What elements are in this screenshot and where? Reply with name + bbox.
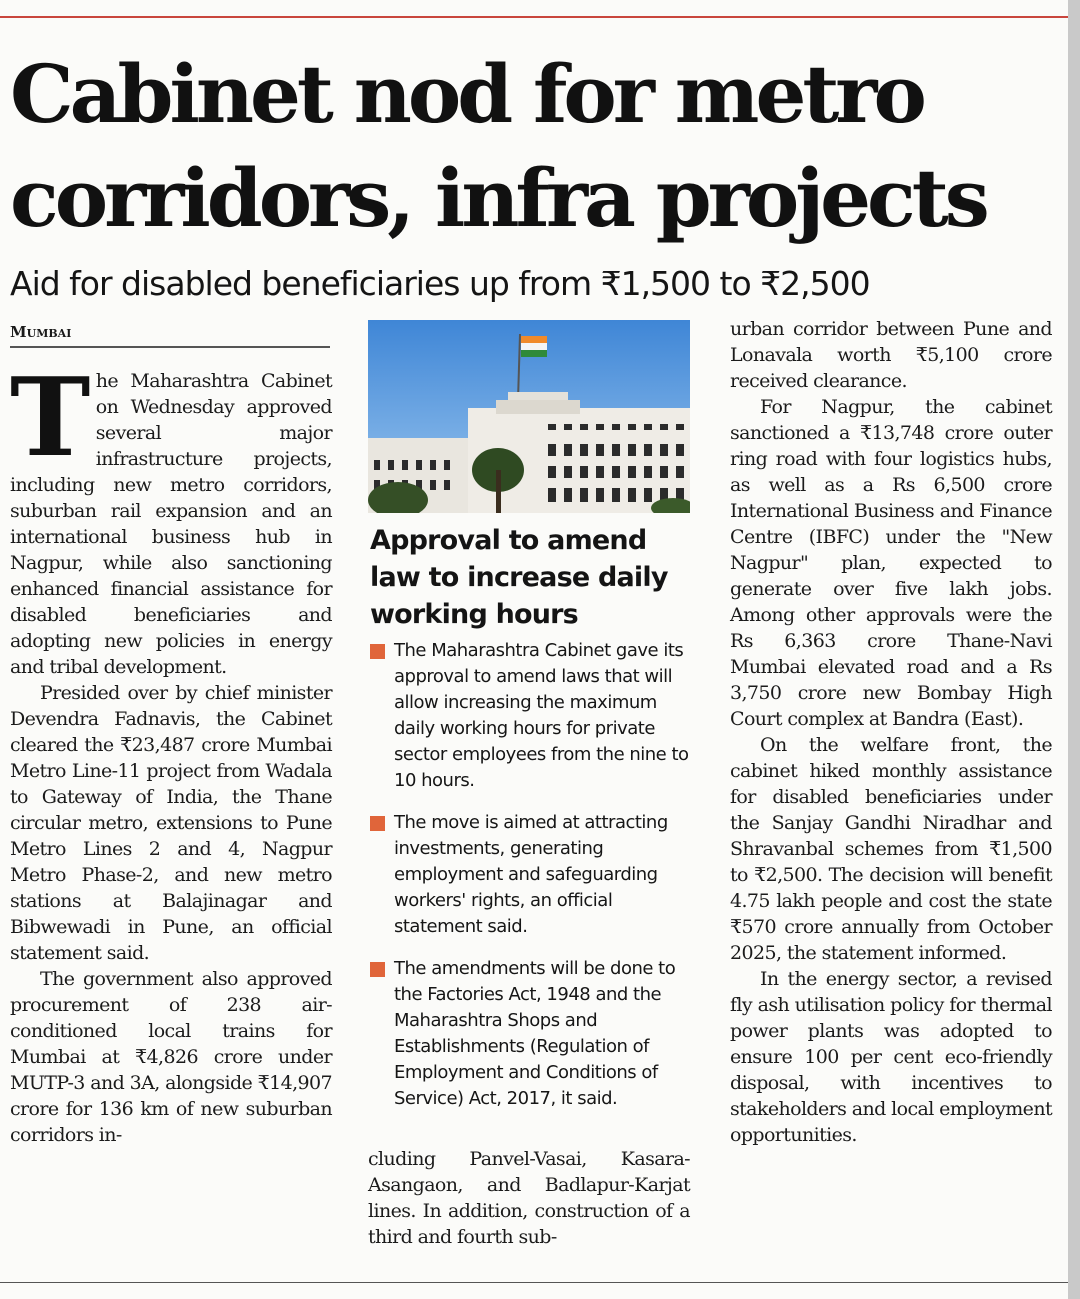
- drop-cap: T: [10, 355, 90, 481]
- sidebar-heading: Approval to amend law to increase daily working hours: [370, 525, 668, 630]
- mantralaya-building-image: [368, 320, 690, 513]
- building-photo: [368, 320, 690, 513]
- paragraph-metro: Presided over by chief minister Devendra Fadnavis, the Cabinet cleared the ₹23,487 crore Mumbai Metro Line-11 project from Wadala to Gateway of India, the Thane circular metro, extensions to Pune Metro Lines 2 and 4, Nagpur Metro Phase-2, and new metro stations at Balajinagar and Bibwewadi in Pune, an official statement said.: [10, 682, 332, 964]
- bullet-text: The move is aimed at attracting investments, generating employment and safeguarding workers' rights, an official statement said.: [394, 812, 668, 937]
- bullet-text: The amendments will be done to the Factories Act, 1948 and the Maharashtra Shops and Establishments (Regulation of Employment and Conditions of Service) Act, 2017, it said.: [394, 958, 676, 1109]
- headline-line-2: corridors, infra projects: [10, 151, 986, 245]
- orange-square-bullet-icon: [370, 962, 385, 977]
- orange-square-bullet-icon: [370, 816, 385, 831]
- bottom-rule: [0, 1282, 1068, 1283]
- page-edge: [1068, 0, 1080, 1299]
- paragraph-trains: The government also approved procurement of 238 air-conditioned local trains for Mumbai at ₹4,826 crore under MUTP-3 and 3A, alongside ₹14,907 crore for 136 km of new suburban corridors in-: [10, 968, 332, 1146]
- paragraph-pune-lonavala: urban corridor between Pune and Lonavala worth ₹5,100 crore received clearance.: [730, 318, 1052, 392]
- bullet-text: The Maharashtra Cabinet gave its approval to amend laws that will allow increasing the maximum daily working hours for private sector employees from the nine to 10 hours.: [394, 640, 689, 791]
- sidebar-bullet: [370, 638, 690, 794]
- headline-line-1: Cabinet nod for metro: [10, 47, 923, 141]
- paragraph-welfare: On the welfare front, the cabinet hiked monthly assistance for disabled beneficiaries under the Sanjay Gandhi Niradhar and Shravanbal schemes from ₹1,500 to ₹2,500. The decision will benefit 4.75 lakh people and cost the state ₹570 crore annually from October 2025, the statement informed.: [730, 734, 1052, 964]
- sidebar-bullet: [370, 810, 690, 940]
- column-1: [10, 355, 332, 1148]
- paragraph-intro: he Maharashtra Cabinet on Wednesday approved several major infrastructure projects, including new metro corridors, suburban rail expansion and an international business hub in Nagpur, while also sanctioning enhanced financial assistance for disabled beneficiaries and adopting new policies in energy and tribal development.: [10, 370, 332, 678]
- subheadline: Aid for disabled beneficiaries up from ₹1,500 to ₹2,500: [10, 264, 870, 303]
- orange-square-bullet-icon: [370, 644, 385, 659]
- paragraph-continuation: cluding Panvel-Vasai, Kasara-Asangaon, and Badlapur-Karjat lines. In addition, construction of a third and fourth sub-: [368, 1148, 690, 1248]
- sidebar-bullets: [370, 638, 690, 1128]
- paragraph-energy: In the energy sector, a revised fly ash utilisation policy for thermal power plants was adopted to ensure 100 per cent eco-friendly disposal, with incentives to stakeholders and local employment opportunities.: [730, 968, 1052, 1146]
- sidebar-bullet: [370, 956, 690, 1112]
- top-rule: [0, 16, 1068, 18]
- headline: [10, 42, 1060, 250]
- column-2-continuation: [368, 1146, 690, 1250]
- dateline: Mumbai: [10, 320, 330, 348]
- column-3: [730, 316, 1052, 1148]
- paragraph-nagpur: For Nagpur, the cabinet sanctioned a ₹13,748 crore outer ring road with four logistics hubs, as well as a Rs 6,500 crore International Business and Finance Centre (IBFC) under the "New Nagpur" plan, expected to generate over five lakh jobs. Among other approvals were the Rs 6,363 crore Thane-Navi Mumbai elevated road and a Rs 3,750 crore new Bombay High Court complex at Bandra (East).: [730, 396, 1052, 730]
